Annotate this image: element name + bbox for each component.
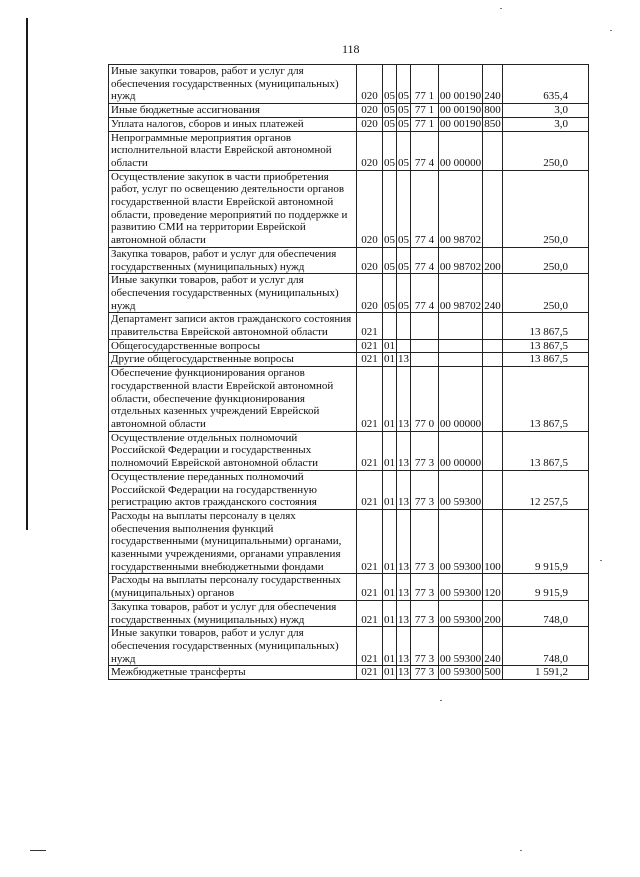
program-code-cell: 77 3 [411,627,439,666]
section-code-cell: 01 [384,666,395,679]
scan-speck [520,850,522,851]
table-row [109,313,589,339]
section-code-cell: 01 [383,470,397,509]
budget-table-body [109,65,589,680]
table-row [109,104,589,118]
amount-cell: 635,4 [503,65,589,104]
row-name-cell: Обеспечение функционирования органов государственной власти Еврейской автономной области, обеспечение функционирования отдельных казенных учреждений Еврейской автономной области [109,367,357,432]
ministry-code-cell: 021 [357,574,383,600]
expense-type-cell: 500 [484,666,501,679]
amount-cell: 748,0 [503,627,589,666]
subsection-code-cell: 05 [397,274,411,313]
section-code-cell: 05 [383,65,397,104]
item-code-cell: 00 00190 [439,117,482,130]
amount-cell: 9 915,9 [503,509,589,574]
expense-type-cell [483,367,503,432]
expense-type-cell [483,131,503,170]
table-row [109,431,589,470]
row-name-cell: Уплата налогов, сборов и иных платежей [109,117,357,131]
ministry-code-cell: 021 [357,431,383,470]
table-row [109,666,589,680]
expense-type-cell: 240 [483,627,503,666]
table-row [109,509,589,574]
table-row [109,131,589,170]
subsection-code-cell: 05 [397,170,411,247]
row-name-cell: Иные закупки товаров, работ и услуг для обеспечения государственных (муниципальных) нужд [109,65,357,104]
item-code-cell: 00 00190 [439,104,482,117]
ministry-code-cell: 020 [357,170,383,247]
section-code-cell: 01 [383,600,397,626]
program-code-cell: 77 4 [411,274,439,313]
subsection-code-cell: 13 [397,470,411,509]
ministry-code-cell: 021 [357,353,383,367]
amount-cell: 250,0 [503,247,589,273]
subsection-code-cell: 05 [397,131,411,170]
program-code-cell: 77 4 [411,131,439,170]
program-code-cell: 77 1 [411,117,439,131]
table-row [109,600,589,626]
row-name-cell: Осуществление закупок в части приобретения работ, услуг по освещению деятельности органов государственной власти Еврейской автономной области, проведение мероприятий по поддержке и развитию СМИ на территории Еврейской автономной области [109,170,357,247]
subsection-code-cell: 13 [397,600,411,626]
item-code-cell: 00 59300 [439,600,483,626]
expense-type-cell: 240 [483,274,503,313]
table-row [109,627,589,666]
subsection-code-cell [397,339,411,353]
amount-cell: 13 867,5 [503,353,589,367]
scan-speck [600,560,602,561]
section-code-cell [383,313,397,339]
table-row [109,65,589,104]
program-code-cell: 77 3 [411,600,439,626]
row-name-cell: Департамент записи актов гражданского состояния правительства Еврейской автономной области [109,313,357,339]
amount-cell: 13 867,5 [503,431,589,470]
expense-type-cell [483,170,503,247]
item-code-cell: 00 00000 [439,367,483,432]
amount-cell: 3,0 [503,117,589,131]
table-row [109,574,589,600]
expense-type-cell: 800 [484,104,501,117]
table-row [109,170,589,247]
subsection-code-cell: 05 [397,65,411,104]
row-name-cell: Межбюджетные трансферты [109,666,357,680]
section-code-cell: 01 [383,574,397,600]
table-row [109,247,589,273]
amount-cell: 13 867,5 [503,313,589,339]
program-code-cell: 77 3 [411,470,439,509]
expense-type-cell [483,353,503,367]
table-row [109,339,589,353]
ministry-code-cell: 020 [357,274,383,313]
amount-cell: 1 591,2 [503,666,589,680]
ministry-code-cell: 021 [357,367,383,432]
expense-type-cell [483,431,503,470]
program-code-cell: 77 3 [411,431,439,470]
row-name-cell: Иные закупки товаров, работ и услуг для обеспечения государственных (муниципальных) нужд [109,274,357,313]
amount-cell: 12 257,5 [503,470,589,509]
row-name-cell: Другие общегосударственные вопросы [109,353,357,367]
item-code-cell [439,353,483,367]
row-name-cell: Осуществление отдельных полномочий Российской Федерации и государственных полномочий Еврейской автономной области [109,431,357,470]
table-row [109,353,589,367]
amount-cell: 9 915,9 [503,574,589,600]
subsection-code-cell: 05 [398,117,409,130]
subsection-code-cell: 13 [397,367,411,432]
binding-margin-line [26,18,28,530]
item-code-cell: 00 59300 [439,627,483,666]
ministry-code-cell: 021 [357,666,383,680]
ministry-code-cell: 020 [357,117,383,131]
section-code-cell: 05 [384,117,395,130]
scan-speck [610,30,612,31]
subsection-code-cell: 13 [397,574,411,600]
program-code-cell: 77 1 [411,104,439,118]
item-code-cell: 00 59300 [439,666,482,679]
item-code-cell: 00 59300 [439,574,483,600]
ministry-code-cell: 020 [357,131,383,170]
table-row [109,274,589,313]
section-code-cell: 01 [383,367,397,432]
section-code-cell: 05 [383,247,397,273]
program-code-cell [411,353,439,367]
item-code-cell [439,339,483,353]
footer-mark [30,850,46,851]
amount-cell: 250,0 [503,170,589,247]
row-name-cell: Иные закупки товаров, работ и услуг для обеспечения государственных (муниципальных) нужд [109,627,357,666]
expense-type-cell: 100 [483,509,503,574]
expense-type-cell: 120 [483,574,503,600]
table-row [109,117,589,131]
row-name-cell: Закупка товаров, работ и услуг для обеспечения государственных (муниципальных) нужд [109,600,357,626]
row-name-cell: Иные бюджетные ассигнования [109,104,357,118]
amount-cell: 250,0 [503,274,589,313]
section-code-cell: 05 [384,104,395,117]
expense-type-cell: 240 [483,65,503,104]
item-code-cell: 00 59300 [439,509,483,574]
amount-cell: 748,0 [503,600,589,626]
item-code-cell: 00 00000 [439,131,483,170]
section-code-cell: 01 [383,627,397,666]
ministry-code-cell: 021 [357,600,383,626]
row-name-cell: Закупка товаров, работ и услуг для обеспечения государственных (муниципальных) нужд [109,247,357,273]
ministry-code-cell: 021 [357,339,383,353]
expense-type-cell [483,470,503,509]
table-row [109,367,589,432]
row-name-cell: Осуществление переданных полномочий Российской Федерации на государственную регистрацию актов гражданского состояния [109,470,357,509]
table-row [109,470,589,509]
section-code-cell: 01 [383,431,397,470]
amount-cell: 3,0 [503,104,589,118]
ministry-code-cell: 020 [357,247,383,273]
budget-table [108,64,589,680]
item-code-cell: 00 98702 [439,274,483,313]
program-code-cell: 77 3 [411,666,439,680]
row-name-cell: Непрограммные мероприятия органов исполнительной власти Еврейской автономной области [109,131,357,170]
subsection-code-cell: 13 [397,509,411,574]
subsection-code-cell: 13 [397,431,411,470]
subsection-code-cell: 05 [398,104,409,117]
scan-speck [440,700,442,701]
subsection-code-cell: 05 [397,247,411,273]
expense-type-cell: 200 [483,247,503,273]
ministry-code-cell: 021 [357,627,383,666]
scan-speck [500,8,502,9]
item-code-cell: 00 98702 [439,247,483,273]
page-number: 118 [342,42,360,56]
amount-cell: 250,0 [503,131,589,170]
subsection-code-cell: 13 [397,627,411,666]
row-name-cell: Расходы на выплаты персоналу в целях обеспечения выполнения функций государственными (муниципальными) органами, казенными учреждениями, органами управления государственными внебюджетными фондами [109,509,357,574]
program-code-cell: 77 3 [411,509,439,574]
subsection-code-cell [397,313,411,339]
program-code-cell: 77 3 [411,574,439,600]
section-code-cell: 05 [383,170,397,247]
item-code-cell: 00 00000 [439,431,483,470]
program-code-cell: 77 1 [411,65,439,104]
expense-type-cell: 850 [484,117,501,130]
section-code-cell: 01 [384,353,395,366]
program-code-cell [411,313,439,339]
subsection-code-cell: 13 [398,666,409,679]
item-code-cell: 00 00190 [439,65,483,104]
amount-cell: 13 867,5 [503,339,589,353]
section-code-cell: 01 [384,339,395,352]
program-code-cell: 77 4 [411,247,439,273]
program-code-cell [411,339,439,353]
expense-type-cell [483,339,503,353]
ministry-code-cell: 021 [357,313,383,339]
amount-cell: 13 867,5 [503,367,589,432]
ministry-code-cell: 020 [357,65,383,104]
expense-type-cell: 200 [483,600,503,626]
item-code-cell: 00 98702 [439,170,483,247]
row-name-cell: Общегосударственные вопросы [109,339,357,353]
program-code-cell: 77 0 [411,367,439,432]
section-code-cell: 05 [383,131,397,170]
program-code-cell: 77 4 [411,170,439,247]
row-name-cell: Расходы на выплаты персоналу государственных (муниципальных) органов [109,574,357,600]
ministry-code-cell: 021 [357,470,383,509]
item-code-cell [439,313,483,339]
section-code-cell: 05 [383,274,397,313]
expense-type-cell [483,313,503,339]
subsection-code-cell: 13 [398,353,409,366]
item-code-cell: 00 59300 [439,470,483,509]
section-code-cell: 01 [383,509,397,574]
ministry-code-cell: 021 [357,509,383,574]
ministry-code-cell: 020 [357,104,383,118]
